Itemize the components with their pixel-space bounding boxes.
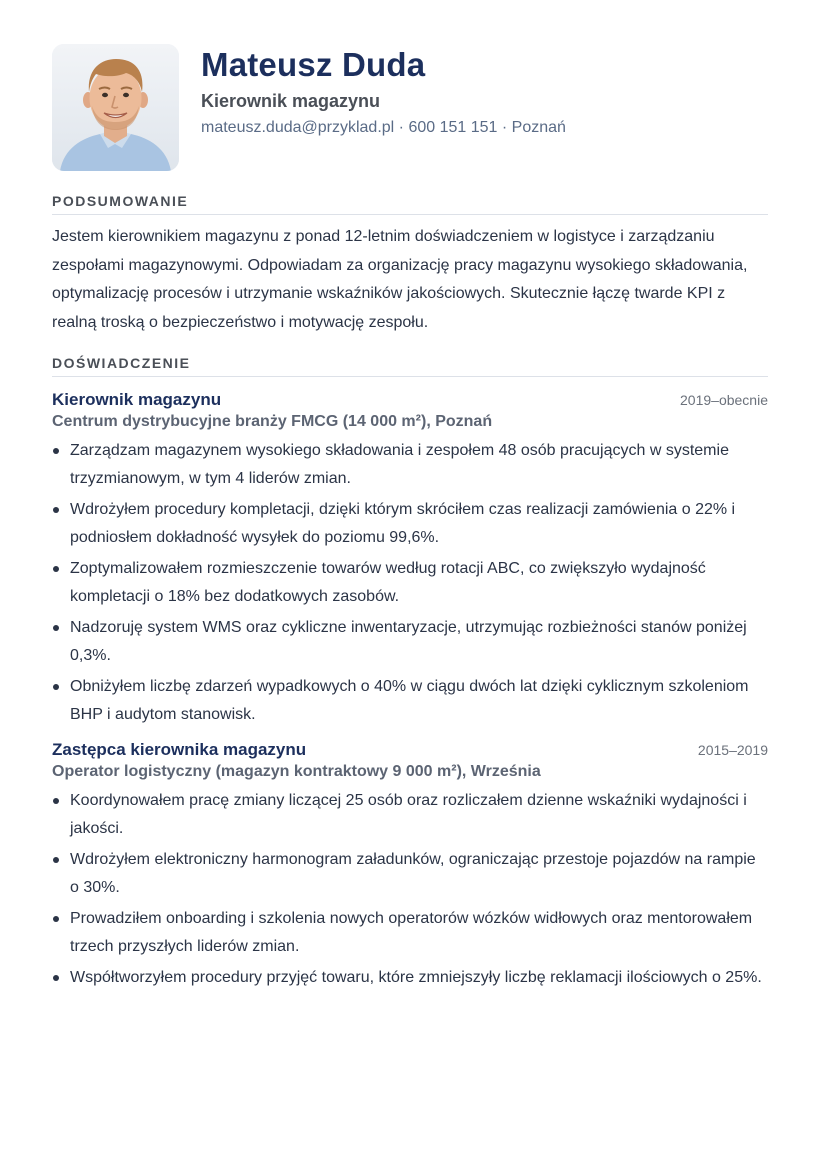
job-bullet: Obniżyłem liczbę zdarzeń wypadkowych o 40% w ciągu dwóch lat dzięki cyklicznym szkoleniom BHP i audytom stanowisk. — [52, 673, 768, 729]
job-bullets — [52, 787, 768, 992]
experience-section — [52, 355, 768, 992]
job-title: Kierownik magazynu — [52, 390, 222, 409]
job-bullet: Wdrożyłem procedury kompletacji, dzięki którym skróciłem czas realizacji zamówienia o 22% i podniosłem dokładność wysyłek do poziomu 99,6%. — [52, 496, 768, 552]
job-bullet: Zoptymalizowałem rozmieszczenie towarów według rotacji ABC, co zwiększyło wydajność kompletacji o 18% bez dodatkowych zasobów. — [52, 555, 768, 611]
summary-section — [52, 193, 768, 337]
summary-heading: PODSUMOWANIE — [52, 193, 768, 215]
job-company: Operator logistyczny (magazyn kontraktowy 9 000 m²), Września — [52, 763, 541, 780]
job-bullets — [52, 437, 768, 729]
job-title: Zastępca kierownika magazynu — [52, 740, 307, 759]
job-bullet: Prowadziłem onboarding i szkolenia nowych operatorów wózków widłowych oraz mentorowałem trzech przyszłych liderów zmian. — [52, 905, 768, 961]
job-company: Centrum dystrybucyjne branży FMCG (14 000 m²), Poznań — [52, 413, 493, 430]
job-bullet: Wdrożyłem elektroniczny harmonogram załadunków, ograniczając przestoje pojazdów na rampie o 30%. — [52, 846, 768, 902]
header-text — [201, 44, 566, 138]
job-bullet: Współtworzyłem procedury przyjęć towaru, które zmniejszyły liczbę reklamacji ilościowych o 25%. — [52, 964, 768, 992]
summary-text: Jestem kierownikiem magazynu z ponad 12-letnim doświadczeniem w logistyce i zarządzaniu zespołami magazynowymi. Odpowiadam za organizację pracy magazynu wysokiego składowania, optymalizację procesów i utrzymanie wskaźników jakościowych. Skutecznie łączę twarde KPI z realną troską o bezpieczeństwo i motywację zespołu. — [52, 228, 748, 331]
profile-photo — [52, 44, 179, 171]
contact-line: mateusz.duda@przyklad.pl · 600 151 151 · Poznań — [201, 119, 566, 136]
person-name: Mateusz Duda — [201, 46, 426, 83]
person-role: Kierownik magazynu — [201, 91, 381, 111]
job-bullet: Koordynowałem pracę zmiany liczącej 25 osób oraz rozliczałem dzienne wskaźniki wydajności i jakości. — [52, 787, 768, 843]
job-header — [52, 389, 768, 411]
job-bullet: Zarządzam magazynem wysokiego składowania i zespołem 48 osób pracujących w systemie trzyzmianowym, w tym 4 liderów zmian. — [52, 437, 768, 493]
profile-photo-illustration — [52, 44, 179, 171]
resume-page — [52, 44, 768, 995]
resume-header — [52, 44, 768, 173]
job-entry — [52, 389, 768, 729]
job-header — [52, 739, 768, 761]
job-dates: 2015–2019 — [697, 742, 768, 758]
job-entry — [52, 739, 768, 992]
job-dates: 2019–obecnie — [680, 392, 768, 408]
experience-heading: DOŚWIADCZENIE — [52, 355, 768, 377]
job-bullet: Nadzoruję system WMS oraz cykliczne inwentaryzacje, utrzymując rozbieżności stanów poniżej 0,3%. — [52, 614, 768, 670]
